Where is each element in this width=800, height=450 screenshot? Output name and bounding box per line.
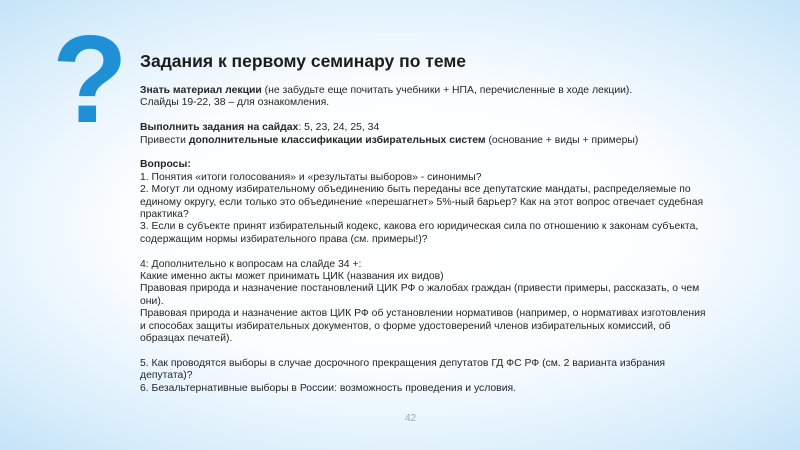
tasks-line [140, 122, 780, 134]
classification-pre: Привести [140, 134, 189, 146]
question-line: 6. Безальтернативные выборы в России: возможность проведения и условия. [140, 382, 517, 394]
question-line: 5. Как проводятся выборы в случае досрочного прекращения депутатов ГД ФС РФ (см. 2 варианта избрания [140, 357, 666, 369]
question-line: Правовая природа и назначение постановлений ЦИК РФ о жалобах граждан (привести примеры, рассказать, о чем [140, 283, 700, 295]
slide-title: Задания к первому семинару по теме [140, 51, 467, 71]
question-line: 3. Если в субъекте принят избирательный кодекс, какова его юридическая сила по отношению к законам субъекта, [140, 221, 699, 233]
tasks-rest: : 5, 23, 24, 25, 34 [298, 122, 380, 134]
question-line: депутата)? [140, 370, 193, 382]
questions-heading [140, 159, 780, 171]
spacer [140, 110, 780, 122]
question-line: практика? [140, 209, 189, 221]
slide-body [140, 85, 780, 395]
question-line: 1. Понятия «итоги голосования» и «результаты выборов» - синонимы? [140, 171, 482, 183]
question-line: содержащим нормы избирательного права (см. примеры!)? [140, 233, 428, 245]
question-line: образцах печатей). [140, 333, 233, 345]
tasks-bold: Выполнить задания на сайдах [140, 122, 299, 134]
questions-title: Вопросы: [140, 159, 191, 171]
intro-rest: (не забудьте еще почитать учебники + НПА, перечисленные в ходе лекции). [261, 85, 633, 96]
slides-note: Слайды 19-22, 38 – для ознакомления. [140, 97, 330, 109]
classification-rest: (основание + виды + примеры) [485, 134, 639, 146]
question-line: и способах защиты избирательных документов, о форме удостоверений членов избирательных комиссий, об [140, 320, 671, 332]
question-line: единому округу, если только это объединение «перешагнет» 5%-ный барьер? Как на этот вопрос отвечает судебная [140, 196, 704, 208]
question-line: Правовая природа и назначение актов ЦИК РФ об установлении нормативов (например, о нормативах изготовления [140, 308, 706, 320]
question-line: они). [140, 295, 164, 307]
intro-line [140, 85, 780, 97]
question-line: 2. Могут ли одному избирательному объединению быть переданы все депутатские мандаты, распределяемые по [140, 184, 691, 196]
question-line: 4: Дополнительно к вопросам на слайде 34 +: [140, 258, 362, 270]
spacer [140, 147, 780, 159]
classification-line [140, 135, 780, 147]
question-mark-icon: ? [52, 11, 128, 149]
intro-bold: Знать материал лекции [140, 85, 262, 96]
classification-bold: дополнительные классификации избирательных систем [188, 134, 486, 146]
question-line: Какие именно акты может принимать ЦИК (названия их видов) [140, 271, 444, 283]
question-line [140, 246, 780, 258]
question-line [140, 345, 780, 357]
page-number: 42 [405, 413, 417, 424]
